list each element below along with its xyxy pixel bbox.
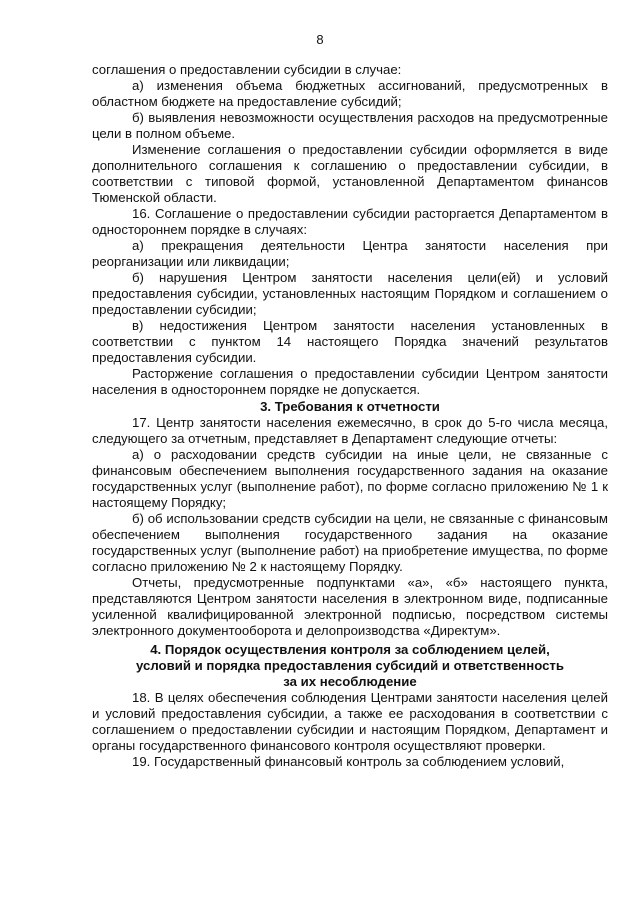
section-heading-4 — [92, 642, 608, 690]
list-item-b: б) об использовании средств субсидии на цели, не связанные с финансовым обеспечением выполнения государственного задания на оказание государственных услуг (выполнение работ) на приобретение имущества, по форме согласно приложению № 2 к настоящему Порядку. — [92, 511, 608, 574]
list-item-c: в) недостижения Центром занятости населения установленных в соответствии с пунктом 14 настоящего Порядка значений результатов предоставления субсидии. — [92, 318, 608, 365]
list-item-a: а) прекращения деятельности Центра занятости населения при реорганизации или ликвидации; — [92, 238, 608, 269]
paragraph: Изменение соглашения о предоставлении субсидии оформляется в виде дополнительного соглашения к соглашению о предоставлении субсидии, в соответствии с типовой формой, установленной Департаментом финансов Тюменской области. — [92, 142, 608, 205]
clause-19: 19. Государственный финансовый контроль за соблюдением условий, — [132, 754, 565, 769]
list-item-b: б) нарушения Центром занятости населения цели(ей) и условий предоставления субсидии, установленных настоящим Порядком и соглашением о предоставлении субсидии; — [92, 270, 608, 317]
list-item-a: а) изменения объема бюджетных ассигнований, предусмотренных в областном бюджете на предоставление субсидий; — [92, 78, 608, 109]
clause-17: 17. Центр занятости населения ежемесячно, в срок до 5-го числа месяца, следующего за отчетным, представляет в Департамент следующие отчеты: — [92, 415, 608, 446]
paragraph: Отчеты, предусмотренные подпунктами «а», «б» настоящего пункта, представляются Центром занятости населения в электронном виде, подписанные усиленной квалифицированной электронной подписью, посредством системы электронного документооборота и делопроизводства «Директум». — [92, 575, 608, 638]
heading-line: 4. Порядок осуществления контроля за соблюдением целей, — [150, 642, 550, 657]
clause-18: 18. В целях обеспечения соблюдения Центрами занятости населения целей и условий предоставления субсидии, а также ее расходования в соответствии с соглашением о предоставлении субсидии и настоящим Порядком, Департамент и органы государственного финансового контроля осуществляют проверки. — [92, 690, 608, 753]
document-body — [92, 62, 608, 770]
heading-line: за их несоблюдение — [283, 674, 417, 689]
list-item-a: а) о расходовании средств субсидии на иные цели, не связанные с финансовым обеспечением выполнения государственного задания на оказание государственных услуг (выполнение работ), по форме согласно приложению № 1 к настоящему Порядку; — [92, 447, 608, 510]
list-item-b: б) выявления невозможности осуществления расходов на предусмотренные цели в полном объеме. — [92, 110, 608, 141]
page-number: 8 — [316, 32, 324, 47]
clause-16: 16. Соглашение о предоставлении субсидии расторгается Департаментом в одностороннем порядке в случаях: — [92, 206, 608, 237]
paragraph: Расторжение соглашения о предоставлении субсидии Центром занятости населения в одностороннем порядке не допускается. — [92, 366, 608, 397]
heading-line: условий и порядка предоставления субсидий и ответственность — [136, 658, 564, 673]
paragraph-continuation: соглашения о предоставлении субсидии в случае: — [92, 62, 402, 77]
section-heading-3: 3. Требования к отчетности — [260, 399, 440, 414]
